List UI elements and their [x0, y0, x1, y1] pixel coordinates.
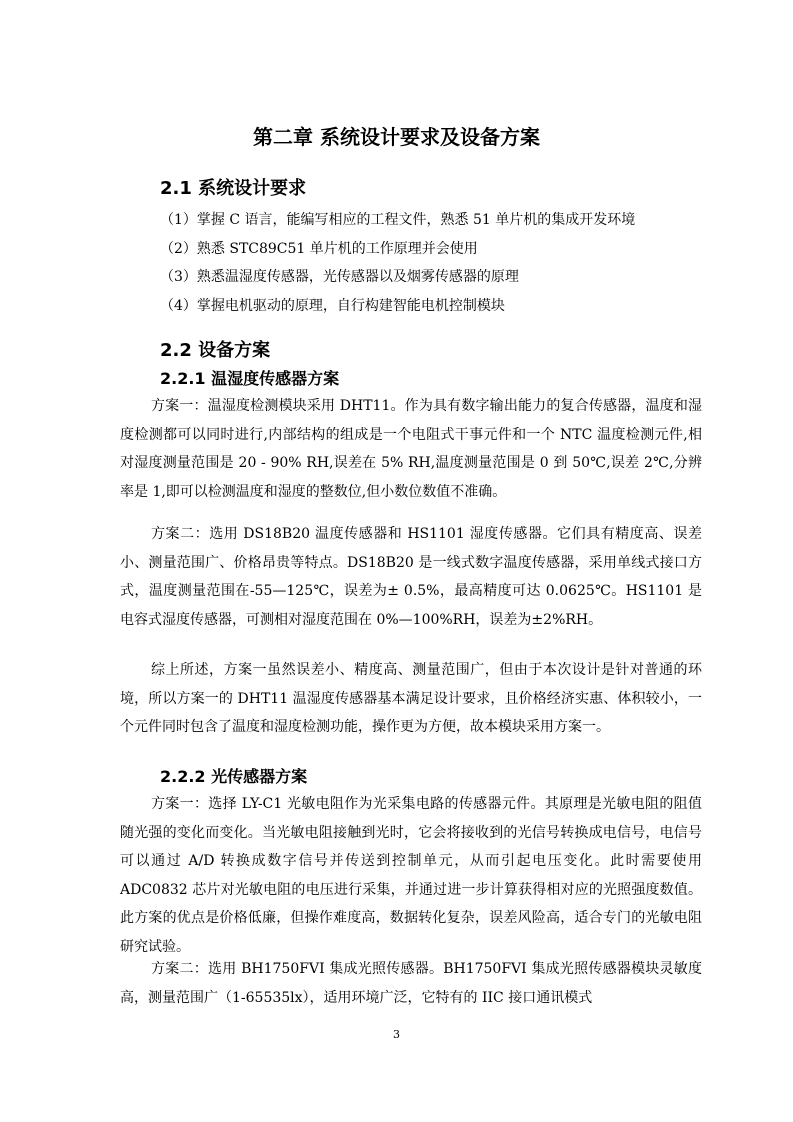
section-heading-2-1: 2.1 系统设计要求	[160, 178, 307, 199]
paragraph-humidity-conclusion: 综上所述，方案一虽然误差小、精度高、测量范围广，但由于本次设计是针对普通的环境，所以方案一的 DHT11 温湿度传感器基本满足设计要求，且价格经济实惠、体积较小，一个元件同时包含了温度和湿度检测功能，操作更为方便，故本模块采用方案一。	[120, 662, 702, 736]
page-number: 3	[393, 1028, 400, 1041]
paragraph-humidity-option-1: 方案一：温湿度检测模块采用 DHT11。作为具有数字输出能力的复合传感器，温度和湿度检测都可以同时进行,内部结构的组成是一个电阻式干事元件和一个 NTC 温度检测元件,相对湿度测量范围是 20 - 90% RH,误差在 5% RH,温度测量范围是 0 到 50℃,误差 2℃,分辨率是 1,即可以检测温度和湿度的整数位,但小数位数值不准确。	[120, 398, 702, 500]
requirements-list	[160, 206, 635, 321]
subsection-heading-2-2-2: 2.2.2 光传感器方案	[160, 767, 308, 786]
paragraph-light-option-2: 方案二：选用 BH1750FVI 集成光照传感器。BH1750FVI 集成光照传感器模块灵敏度高，测量范围广（1-65535lx），适用环境广泛，它特有的 IIC 接口通讯模式	[120, 961, 702, 1006]
paragraph-humidity-option-2: 方案二：选用 DS18B20 温度传感器和 HS1101 湿度传感器。它们具有精度高、误差小、测量范围广、价格昂贵等特点。DS18B20 是一线式数字温度传感器，采用单线式接口方式，温度测量范围在-55—125℃，误差为± 0.5%，最高精度可达 0.0625℃。HS1101 是电容式湿度传感器，可测相对湿度范围在 0%—100%RH，误差为±2%RH。	[120, 526, 702, 628]
subsection-heading-2-2-1: 2.2.1 温湿度传感器方案	[160, 369, 340, 388]
list-item: （3）熟悉温湿度传感器，光传感器以及烟雾传感器的原理	[160, 269, 519, 286]
list-item: （4）掌握电机驱动的原理，自行构建智能电机控制模块	[160, 298, 505, 315]
chapter-title: 第二章 系统设计要求及设备方案	[253, 125, 540, 149]
section-heading-2-2: 2.2 设备方案	[160, 340, 271, 361]
list-item: （2）熟悉 STC89C51 单片机的工作原理并会使用	[160, 240, 478, 257]
list-item: （1）掌握 C 语言，能编写相应的工程文件，熟悉 51 单片机的集成开发环境	[160, 212, 636, 228]
paragraph-light-option-1: 方案一：选择 LY-C1 光敏电阻作为光采集电路的传感器元件。其原理是光敏电阻的阻值随光强的变化而变化。当光敏电阻接触到光时，它会将接收到的光信号转换成电信号，电信号可以通过 A/D 转换成数字信号并传送到控制单元，从而引起电压变化。此时需要使用 ADC0832 芯片对光敏电阻的电压进行采集，并通过进一步计算获得相对应的光照强度数值。此方案的优点是价格低廉，但操作难度高，数据转化复杂，误差风险高，适合专门的光敏电阻研究试验。	[120, 796, 702, 955]
